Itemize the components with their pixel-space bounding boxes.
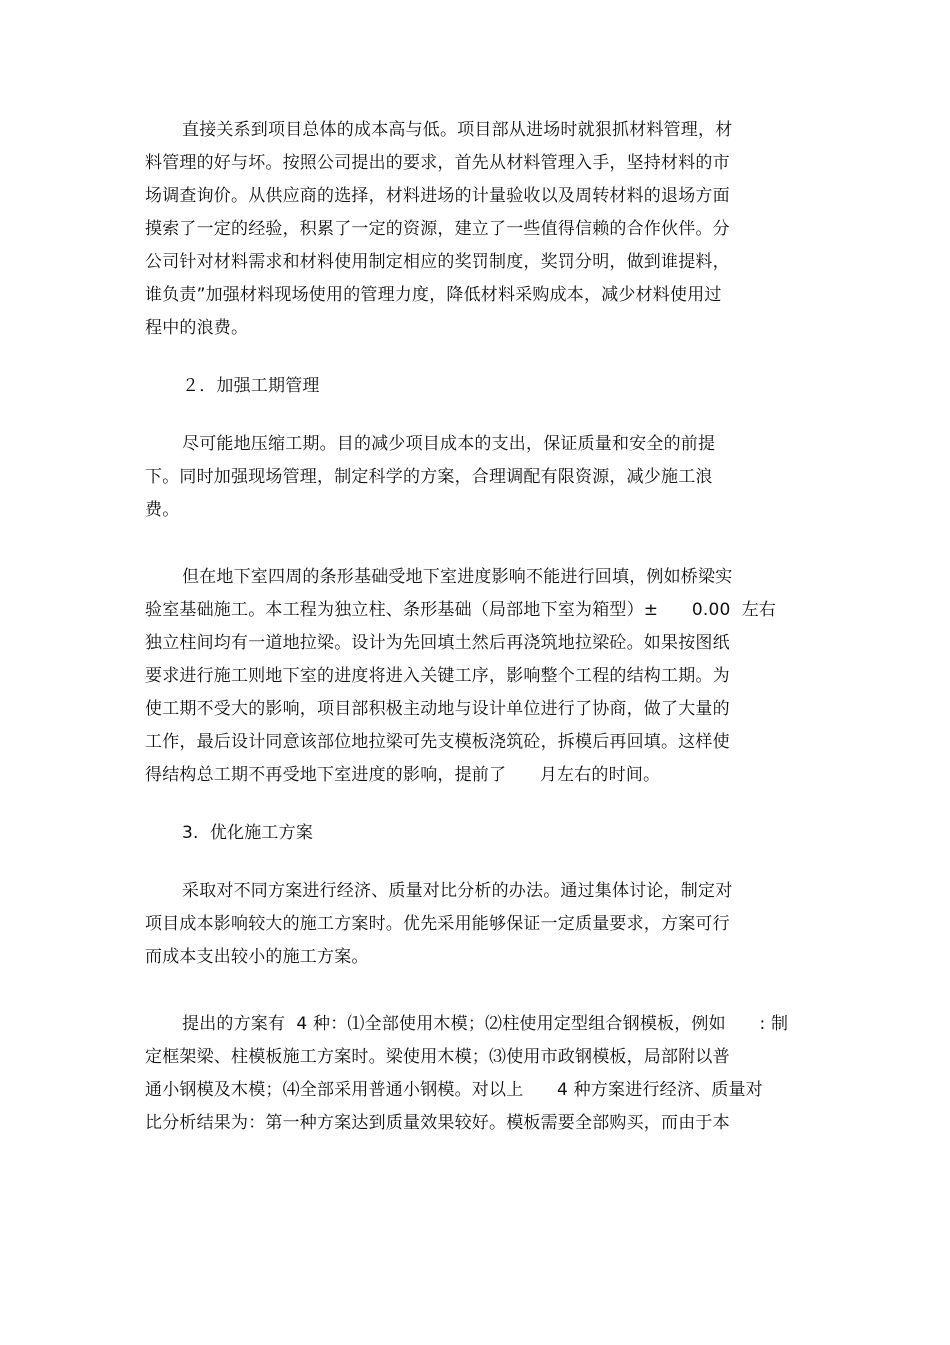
paragraph-1-line-1: 直接关系到项目总体的成本高与低。项目部从进场时就狠抓材料管理，材 [182, 120, 733, 140]
section-heading-2: ２．加强工期管理 [182, 376, 320, 396]
paragraph-4-line-3: 而成本支出较小的施工方案。 [145, 947, 369, 967]
paragraph-1-line-5: 公司针对材料需求和材料使用制定相应的奖罚制度，奖罚分明，做到谁提料， [145, 252, 730, 272]
paragraph-4-line-1: 采取对不同方案进行经济、质量对比分析的办法。通过集体讨论，制定对 [182, 881, 733, 901]
section-heading-3: 3. 优化施工方案 [182, 823, 314, 843]
paragraph-1-line-7: 程中的浪费。 [145, 318, 249, 338]
paragraph-4-line-2: 项目成本影响较大的施工方案时。优先采用能够保证一定质量要求，方案可行 [145, 914, 730, 934]
paragraph-3-line-5: 使工期不受大的影响，项目部积极主动地与设计单位进行了协商，做了大量的 [145, 699, 730, 719]
paragraph-2-line-2: 下。同时加强现场管理，制定科学的方案，合理调配有限资源，减少施工浪 [145, 467, 713, 487]
paragraph-2-line-3: 费。 [145, 500, 180, 520]
paragraph-3-line-3: 独立柱间均有一道地拉梁。设计为先回填土然后再浇筑地拉梁砼。如果按图纸 [145, 633, 730, 653]
paragraph-5-line-1: 提出的方案有 4 种：⑴全部使用木模；⑵柱使用定型组合钢模板，例如 : 制 [182, 1014, 789, 1034]
paragraph-3-line-4: 要求进行施工则地下室的进度将进入关键工序，影响整个工程的结构工期。为 [145, 666, 730, 686]
paragraph-1-line-4: 摸索了一定的经验，积累了一定的资源，建立了一些值得信赖的合作伙伴。分 [145, 219, 730, 239]
paragraph-5-line-2: 定框架梁、柱模板施工方案时。梁使用木模；⑶使用市政钢模板，局部附以普 [145, 1047, 730, 1067]
paragraph-3-line-1: 但在地下室四周的条形基础受地下室进度影响不能进行回填，例如桥梁实 [182, 567, 733, 587]
paragraph-1-line-3: 场调查询价。从供应商的选择，材料进场的计量验收以及周转材料的退场方面 [145, 186, 730, 206]
paragraph-2-line-1: 尽可能地压缩工期。目的减少项目成本的支出，保证质量和安全的前提 [182, 434, 716, 454]
paragraph-1-line-2: 料管理的好与坏。按照公司提出的要求，首先从材料管理入手，坚持材料的市 [145, 153, 730, 173]
paragraph-3-line-7: 得结构总工期不再受地下室进度的影响，提前了 月左右的时间。 [145, 765, 661, 785]
paragraph-3-line-6: 工作，最后设计同意该部位地拉梁可先支模板浇筑砼，拆模后再回填。这样使 [145, 732, 730, 752]
paragraph-5-line-3: 通小钢模及木模；⑷全部采用普通小钢模。对以上 4 种方案进行经济、质量对 [145, 1080, 763, 1100]
paragraph-1-line-6: 谁负责”加强材料现场使用的管理力度，降低材料采购成本，减少材料使用过 [145, 285, 722, 305]
paragraph-5-line-4: 比分析结果为：第一种方案达到质量效果较好。模板需要全部购买，而由于本 [145, 1113, 730, 1133]
paragraph-3-line-2: 验室基础施工。本工程为独立柱、条形基础（局部地下室为箱型）± 0.00 左右 [145, 600, 777, 620]
